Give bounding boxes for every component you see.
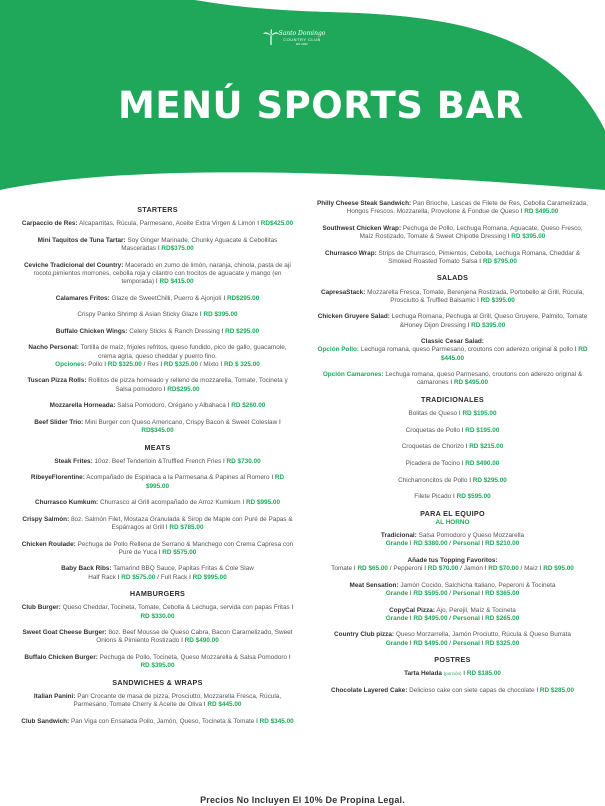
item-description: Queso Cheddar, Tocineta, Tomate, Cebolla & Lechuga, servida con papas Fritas	[62, 604, 290, 612]
logo-brand: Santo Domingo	[278, 30, 326, 37]
item-description: Alcaparritas, Rúcula, Parmesano, Aceite Extra Virgen & Limón	[79, 220, 256, 228]
item-description: Celery Sticks & Ranch Dressing	[129, 327, 220, 335]
wraps-list	[315, 200, 590, 266]
pizza-country-club: Country Club pizza: Queso Morzarrella, Jamón Prociutto, Rúcula & Queso Burrata Grande I RD $495.00 / Personal I RD $325.00	[334, 631, 571, 647]
item-name: RibeyeFlorentine:	[30, 474, 85, 482]
size-personal: Personal	[452, 639, 480, 647]
item-description: Jamón Cocido, Salchicha Italiano, Peperoni & Tocineta	[400, 581, 556, 589]
topping-price: RD $70.00	[427, 565, 459, 573]
item-price: RD $395.00	[140, 662, 175, 670]
size-grande: Grande	[385, 540, 409, 548]
pizza-copycal: CopyCal Pizza: Ajo, Perejil, Maíz & Tocineta Grande I RD $495.00 / Personal I RD $265.00	[385, 606, 520, 622]
item-description: Lechuga Romana, Pechuga al Grill, Queso Gruyere, Palmito, Tomate &Honey Dijon Dressing	[391, 313, 588, 329]
menu-item-nachos: Nacho Personal: Tortilla de maíz, frijoles refritos, queso fundido, pico de gallo, guacamole, crema agria, queso cheddar y puerro fino. Opciones: Pollo I RD $325.00 / Res I RD $325.00 / Mixto I RD $ 325.00	[28, 344, 287, 368]
section-heading-hamburgers: HAMBURGERS	[129, 589, 186, 599]
menu-item: RibeyeFlorentine: Acompañado de Espinaca a la Parmesana & Papines al Romero I RD $995.00	[30, 474, 285, 490]
size-grande: Grande	[385, 589, 409, 597]
tradicionales-list	[315, 410, 590, 501]
right-column	[315, 200, 590, 704]
price-personal: RD $265.00	[485, 614, 520, 622]
item-description: 10oz. Beef Tenderloin &Truffled French Fries	[94, 457, 222, 465]
item-name: Calamares Fritos:	[55, 294, 110, 302]
salads-list	[315, 289, 590, 330]
item-price: RD $215.00	[469, 443, 504, 451]
item-price: RD$425.00	[260, 220, 294, 228]
item-price: RD $295.00	[472, 476, 507, 484]
item-description: Salsa Pomodoro y Queso Mozzarella	[418, 532, 525, 540]
starters-list-2	[20, 377, 295, 435]
item-name: Southwest Chicken Wrap:	[322, 224, 402, 232]
menu-item: Chicken Roulade: Pechuga de Pollo Rellena de Serrano & Manchego con Crema Capresa con Puré de Yuca I RD $575.00	[21, 540, 294, 556]
topping-name: Jamón	[463, 565, 483, 573]
menu-item: Picadera de Tocino I RD $490.00	[405, 459, 500, 467]
item-name: Club Burger:	[21, 604, 61, 612]
item-name: Country Club pizza:	[334, 631, 395, 639]
item-price: RD $395.00	[203, 311, 238, 319]
item-description: Soy Ginger Marinade, Chunky Aguacate & Cebollitas Masceradas	[121, 236, 278, 252]
price-personal: RD $325.00	[485, 639, 520, 647]
half-rack-label: Half Rack	[88, 573, 116, 581]
price-grande: RD $495.00	[413, 639, 448, 647]
menu-item: Philly Cheese Steak Sandwich: Pan Brioche, Lascas de Filete de Res, Cebolla Caramelizada, Hongos Frescos, Mozzarella, Provolone & Fondue de Queso I RD $495.00	[316, 200, 589, 216]
item-price: RD $295.00	[225, 327, 260, 335]
item-price: RD $260.00	[231, 402, 266, 410]
item-price: RD $795.00	[482, 257, 517, 265]
menu-item: Club Sandwich: Pan Viga con Ensalada Pollo, Jamón, Queso, Tocineta & Tomate I RD $345.00	[21, 717, 294, 725]
item-price: RD $995.00	[145, 474, 285, 490]
item-name: Crispy Salmón:	[22, 515, 70, 523]
menu-item: Tuscan Pizza Rolls: Rollitos de pizza horneado y relleno de mozzarella, Tomate, Tocineta y Salsa pomodoro I RD$295.00	[27, 377, 288, 393]
item-name: Club Sandwich:	[21, 717, 70, 725]
menu-item: Ceviche Tradicional del Country: Macerado en zumo de limón, naranja, chinola, pasta de ají rocoto,pimientos morrones, cebolla roja y cilantro con trocitos de aguacate y mango (en temporada) I RD $415.00	[23, 261, 292, 285]
item-price: RD $330.00	[140, 612, 175, 620]
club-logo	[262, 28, 342, 46]
item-name: Philly Cheese Steak Sandwich:	[316, 200, 412, 207]
item-description: Pan Brioche, Lascas de Filete de Res, Cebolla Caramelizada, Hongos Frescos, Mozzarella, Provolone & Fondue de Queso	[346, 200, 589, 216]
item-description: Croquetas de Chorizo	[401, 443, 464, 451]
item-name: Tradicional:	[380, 532, 417, 540]
menu-item: CapresaStack: Mozzarella Fresca, Tomate, Berenjena Rostizada, Portobello al Grill, Rúcula, Prosciutto & Truffled Balsamic I RD $395.00	[320, 288, 585, 304]
menu-item-chocolate-cake: Chocolate Layered Cake: Delicioso cake con siete capas de chocolate I RD $285.00	[331, 686, 574, 694]
menu-item: Mini Taquitos de Tuna Tartar: Soy Ginger Marinade, Chunky Aguacate & Cebollitas Masceradas I RD$375.00	[37, 236, 278, 252]
hamburgers-list	[20, 604, 295, 670]
section-heading-meats: MEATS	[144, 442, 171, 452]
pizza-meat-sensation: Meat Sensation: Jamón Cocido, Salchicha Italiano, Peperoni & Tocineta Grande I RD $595.00 / Personal I RD $365.00	[349, 581, 556, 597]
item-name: Baby Back Ribs:	[61, 565, 112, 573]
item-name: Buffalo Chicken Burger:	[24, 653, 98, 661]
item-description: Mozzarella Fresca, Tomate, Berenjena Rostizada, Portobello al Grill, Rúcula, Prosciutto & Truffled Balsamic	[367, 288, 585, 304]
item-description: Filete Picado	[414, 493, 452, 501]
item-description: Strips de Churrasco, Pimientos, Cebolla, Lechuga Romana, Cheddar & Smoked Roasted Tomato Salsa	[378, 249, 580, 265]
logo-est: EN 1931	[296, 42, 308, 46]
item-price: RD$345.00	[141, 426, 174, 434]
item-name: CapresaStack:	[320, 288, 366, 296]
size-personal: Personal	[452, 589, 480, 597]
item-price: RD $785.00	[169, 523, 204, 531]
menu-item-caesar-shrimp: Opción Camarones: Lechuga romana, queso Parmesano, croutons con aderezo original & camarones I RD $495.00	[322, 371, 583, 387]
footer-note: Precios No Incluyen El 10% De Propina Legal.	[200, 795, 405, 805]
item-name: Ceviche Tradicional del Country:	[23, 261, 124, 269]
half-rack-price: RD $575.00	[121, 573, 156, 581]
pizza-toppings: Añade tus Topping Favoritos: Tomate I RD $65.00 / Pepperoni I RD $70.00 / Jamón I RD $70.00 / Maíz I RD $95.00	[331, 556, 574, 573]
menu-item: Chicharroncitos de Pollo I RD $295.00	[398, 476, 507, 484]
section-heading-tradicionales: TRADICIONALES	[421, 394, 484, 404]
item-name: Carpaccio de Res:	[21, 220, 78, 228]
item-description: Pechuga de Pollo, Tocineta, Queso Mozzarella & Salsa Pomodoro	[99, 653, 288, 661]
item-name: Churrasco Kumkum:	[34, 499, 99, 507]
item-name: Tuscan Pizza Rolls:	[27, 377, 87, 385]
price-grande: RD $495.00	[413, 614, 448, 622]
item-price: RD $490.00	[184, 637, 219, 645]
item-description: 8oz. Salmón Filet, Mostaza Granulada & Sirop de Maple con Puré de Papas & Espárragos al Grill	[71, 515, 293, 531]
menu-item: Italian Panini: Pan Crocante de masa de pizza, Prosciutto, Mozzarella Fresca, Rúcula, Parmesano, Tomate Cherry & Aceite de Oliva I RD $445.00	[33, 692, 282, 709]
sandwiches-list	[20, 693, 295, 726]
item-name: Buffalo Chicken Wings:	[55, 327, 128, 335]
item-name: Añade tus Topping Favoritos:	[407, 556, 498, 564]
menu-item: Croquetas de Pollo I RD $195.00	[405, 426, 500, 434]
item-name: Steak Frites:	[54, 457, 93, 465]
item-price: RD $730.00	[226, 457, 261, 465]
menu-item-tarta: Tarta Helada (porción) I RD $185.00	[404, 670, 501, 678]
item-price: RD $415.00	[159, 278, 194, 285]
item-price: RD $395.00	[511, 233, 546, 240]
meats-list	[20, 458, 295, 582]
item-price: RD $195.00	[465, 426, 500, 434]
item-description: Rollitos de pizza horneado y relleno de mozzarella, Tomate, Tocineta y Salsa pomodoro	[88, 377, 288, 393]
left-column	[20, 203, 295, 734]
menu-item: Calamares Fritos: Glaze de SweetChilli, Puerro & Ajonjolí I RD$295.00	[55, 294, 260, 302]
menu-item: Crispy Salmón: 8oz. Salmón Filet, Mostaza Granulada & Sirop de Maple con Puré de Papas & Espárragos al Grill I RD $785.00	[22, 515, 293, 531]
menu-item: Buffalo Chicken Burger: Pechuga de Pollo, Tocineta, Queso Mozzarella & Salsa Pomodoro I RD $395.00	[24, 653, 291, 670]
size-personal: Personal	[452, 614, 480, 622]
item-description: Bolitas de Queso	[408, 410, 458, 418]
item-description: Salsa Pomodoro, Orégano y Albahaca	[117, 402, 226, 410]
topping-price: RD $95.00	[543, 565, 574, 573]
menu-item: Buffalo Chicken Wings: Celery Sticks & Ranch Dressing I RD $295.00	[55, 327, 260, 335]
item-name: Mozzarella Horneada:	[49, 402, 116, 410]
item-price: RD $195.00	[462, 410, 497, 418]
price-grande: RD $595.00	[413, 589, 448, 597]
menu-item: Churrasco Kumkum: Churrasco al Grill acompañado de Arroz Kumkum I RD $995.00	[34, 499, 281, 507]
menu-item: Carpaccio de Res: Alcaparritas, Rúcula, Parmesano, Aceite Extra Virgen & Limón I RD$425.00	[21, 220, 294, 228]
menu-item: Churrasco Wrap: Strips de Churrasco, Pimientos, Cebolla, Lechuga Romana, Cheddar & Smoked Roasted Tomato Salsa I RD $795.00	[325, 249, 580, 265]
full-rack-price: RD $995.00	[192, 573, 227, 581]
item-price: RD $575.00	[162, 548, 197, 556]
item-name: Italian Panini:	[33, 692, 76, 700]
menu-item: Bolitas de Queso I RD $195.00	[408, 410, 497, 418]
page-title: MENÚ SPORTS BAR	[118, 84, 524, 127]
topping-name: Pepperoni	[393, 565, 423, 573]
topping-price: RD $65.00	[357, 565, 388, 573]
item-price: RD $345.00	[259, 717, 294, 725]
item-description: Ajo, Perejil, Maíz & Tocineta	[436, 606, 516, 614]
item-description: 8oz. Beef Mousse de Queso Cabra, Bacon Caramelizado, Sweet Onions & Pimiento Rostizado	[96, 629, 293, 645]
item-name: Beef Slider Trio:	[34, 418, 84, 426]
item-price: RD$375.00	[161, 245, 194, 252]
item-price: RD $595.00	[456, 493, 491, 501]
size-grande: Grande	[385, 614, 409, 622]
item-description: Pechuga de Pollo Rellena de Serrano & Manchego con Crema Capresa con Puré de Yuca	[77, 540, 294, 556]
logo-subtitle: COUNTRY CLUB	[283, 37, 321, 42]
price-personal: RD $210.00	[485, 540, 520, 548]
starters-list	[20, 220, 295, 336]
item-description: Churrasco al Grill acompañado de Arroz Kumkum	[99, 499, 241, 507]
item-name: Meat Sensation:	[349, 581, 399, 589]
section-heading-starters: STARTERS	[137, 205, 178, 214]
menu-item: Baby Back Ribs: Tamarind BBQ Sauce, Papitas Fritas & Cole Slaw Half Rack I RD $575.00 / Full Rack I RD $995.00	[61, 565, 254, 581]
item-price: RD $995.00	[245, 499, 281, 507]
menu-item: Chicken Gruyere Salad: Lechuga Romana, Pechuga al Grill, Queso Gruyere, Palmito, Tomate &Honey Dijon Dressing I RD $395.00	[317, 313, 588, 329]
menu-item: Filete Picado I RD $595.00	[414, 493, 491, 501]
item-description: Crispy Panko Shrimp & Asian Sticky Glaze	[77, 311, 199, 319]
item-description: Chicharroncitos de Pollo	[398, 476, 468, 484]
size-personal: Personal	[452, 540, 480, 548]
section-heading-equipo: PARA EL EQUIPO	[420, 508, 485, 518]
size-grande: Grande	[385, 639, 409, 647]
item-price: RD $395.00	[471, 321, 506, 329]
menu-item: Southwest Chicken Wrap: Pechuga de Pollo, Lechuga Romana, Aguacate, Queso Fresco, Maíz Rostizado, Tomate & Sweet Chipotle Dressing I RD $395.00	[322, 224, 583, 240]
item-name: Mini Taquitos de Tuna Tartar:	[37, 236, 126, 244]
price-personal: RD $365.00	[485, 589, 520, 597]
item-price: RD$295.00	[167, 385, 200, 393]
item-description: Croquetas de Pollo	[405, 426, 460, 434]
item-price: RD $445.00	[207, 701, 242, 709]
menu-item: Beef Slider Trio: Mini Burger con Queso Americano, Crispy Bacon & Sweet Coleslaw I RD$345.00	[34, 418, 281, 434]
menu-item-caesar: Classic Cesar Salad: Opción Pollo: Lechuga romana, queso Parmesano, croutons con aderezo original & pollo I RD $445.00	[317, 338, 588, 362]
section-heading-postres: POSTRES	[434, 655, 471, 665]
item-name: Chicken Gruyere Salad:	[317, 313, 390, 321]
subheading-al-horno: AL HORNO	[435, 518, 470, 526]
pizza-tradicional: Tradicional: Salsa Pomodoro y Queso Mozzarella Grande I RD $380.00 / Personal I RD $210.00	[380, 532, 525, 548]
menu-item: Steak Frites: 10oz. Beef Tenderloin &Truffled French Fries I RD $730.00	[54, 457, 261, 465]
item-description: Macerado en zumo de limón, naranja, chinola, pasta de ají rocoto,pimientos morrones, cebolla roja y cilantro con trocitos de aguacate y mango (en temporada)	[33, 261, 292, 285]
section-heading-salads: SALADS	[436, 273, 469, 283]
item-price: RD $495.00	[524, 208, 559, 216]
menu-item: Club Burger: Queso Cheddar, Tocineta, Tomate, Cebolla & Lechuga, servida con papas Fritas I RD $330.00	[21, 604, 294, 620]
item-description: Pan Viga con Ensalada Pollo, Jamón, Queso, Tocineta & Tomate	[70, 717, 255, 725]
item-description: Pechuga de Pollo, Lechuga Romana, Aguacate, Queso Fresco, Maíz Rostizado, Tomate & Sweet Chipotle Dressing	[359, 224, 583, 240]
item-price: RD $395.00	[480, 296, 515, 304]
menu-item: Crispy Panko Shrimp & Asian Sticky Glaze I RD $395.00	[77, 311, 238, 319]
section-heading-sandwiches: SANDWICHES & WRAPS	[112, 677, 203, 687]
menu-item: Croquetas de Chorizo I RD $215.00	[401, 443, 504, 451]
item-description: Glaze de SweetChilli, Puerro & Ajonjolí	[111, 294, 222, 302]
menu-item: Mozzarella Horneada: Salsa Pomodoro, Orégano y Albahaca I RD $260.00	[49, 402, 266, 410]
pizza-list	[315, 532, 590, 648]
topping-name: Tomate	[331, 565, 353, 573]
menu-item: Sweet Goat Cheese Burger: 8oz. Beef Mousse de Queso Cabra, Bacon Caramelizado, Sweet Onions & Pimiento Rostizado I RD $490.00	[22, 629, 293, 645]
item-description: Pan Crocante de masa de pizza, Prosciutto, Mozzarella Fresca, Rúcula, Parmesano, Tomate Cherry & Aceite de Oliva	[73, 692, 282, 709]
palm-tree-icon	[262, 28, 280, 46]
item-name: Sweet Goat Cheese Burger:	[22, 629, 107, 637]
topping-name: Maíz	[524, 565, 538, 573]
item-name: CopyCal Pizza:	[389, 606, 435, 614]
item-price: RD$295.00	[226, 294, 260, 302]
item-price: RD $490.00	[465, 459, 500, 467]
item-description: Tamarind BBQ Sauce, Papitas Fritas & Cole Slaw	[113, 565, 254, 573]
item-name: Churrasco Wrap:	[325, 249, 377, 257]
hero-banner	[0, 0, 605, 200]
topping-price: RD $70.00	[488, 565, 519, 573]
item-description: Picadera de Tocino	[405, 459, 460, 467]
item-name: Chicken Roulade:	[21, 540, 76, 548]
item-description: Acompañado de Espinaca a la Parmesana & Papines al Romero	[86, 474, 270, 482]
price-grande: RD $380.00	[413, 540, 448, 548]
full-rack-label: Full Rack	[160, 573, 188, 581]
item-description: Queso Morzarrella, Jamón Prociutto, Rúcula & Queso Burrata	[395, 631, 571, 639]
item-description: Mini Burger con Queso Americano, Crispy Bacon & Sweet Coleslaw	[85, 418, 278, 426]
